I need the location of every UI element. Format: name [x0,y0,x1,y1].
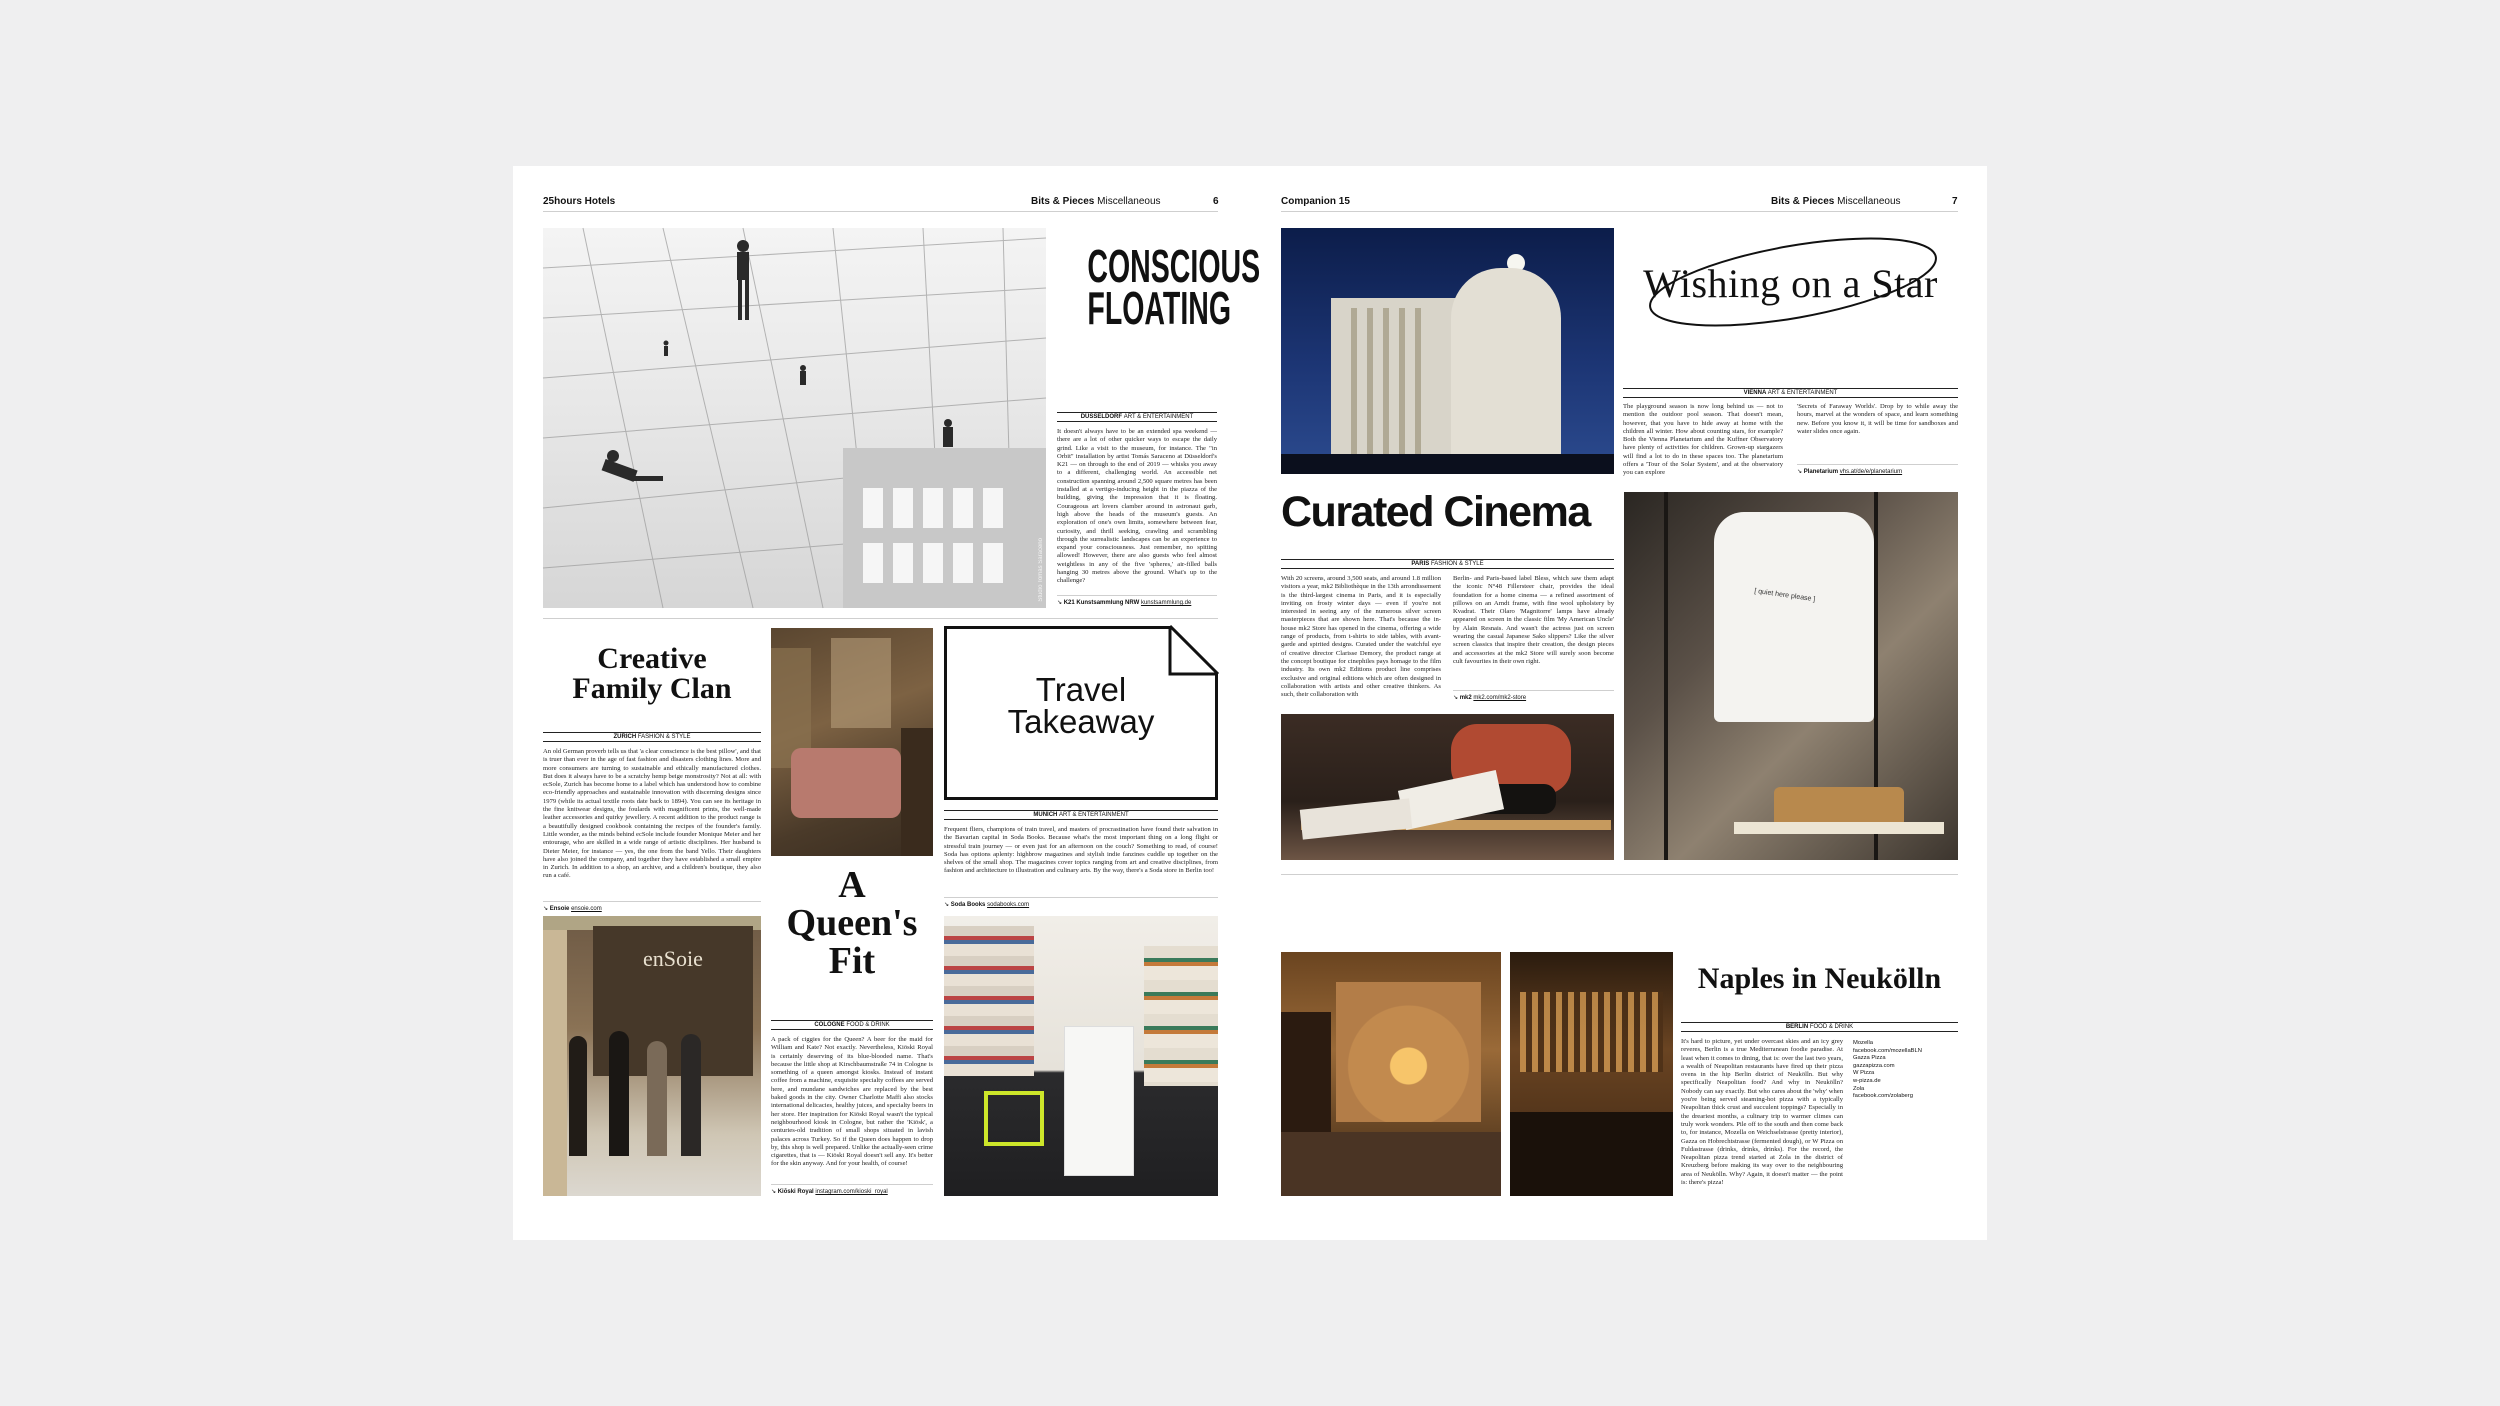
wishing-star-title: Wishing on a Star [1643,261,1938,306]
conscious-floating-title: CONSCIOUS FLOATING [1087,240,1261,334]
naples-kicker: BERLIN FOOD & DRINK [1681,1022,1958,1032]
cinema-building-photo [1281,228,1614,474]
conscious-floating-link[interactable]: ↘ K21 Kunstsammlung NRW kunstsammlung.de [1057,595,1217,606]
queens-fit-body: A pack of ciggies for the Queen? A beer for the maid for William and Kate? Not exactly. Nevertheless, Kiōski Royal is certainly deserving of its blue-blooded name. That's because the little shop at Kirschbaumstraße 74 in Cologne is something of a queen amongst kiosks. Instead of instant coffee from a machine, exquisite specialty coffees are served here, and mundane sandwiches are replaced by the best baked goods in the city. Owner Charlotte Maffi also stocks international delicacies, healthy juices, and specialty beers in her store. Her inspiration for Kiōski Royal wasn't the typical neighbourhood kiosk in Cologne, but rather the 'Kiōsk', a centuries-old tradition of small shops situated in lavish palaces across Turkey. So if the Queen does happen to drop by, this shop is well prepared. Unlike the actually-seen crime cigarettes, that is — Kiōski Royal doesn't sell any. It's better for the skin anyway. And for your health, of course! [771,1036,933,1168]
row-rule [543,618,1218,619]
creative-family-title: Creative Family Clan [572,642,732,705]
pizza-oven-photo [1281,952,1501,1196]
travel-takeaway-kicker: MUNICH ART & ENTERTAINMENT [944,810,1218,820]
bar-interior-photo [1510,952,1673,1196]
running-head-brand-right: Companion 15 [1281,196,1350,207]
ensoie-storefront-photo [543,916,761,1196]
conscious-floating-kicker: DÜSSELDORF ART & ENTERTAINMENT [1057,412,1217,422]
curated-cinema-title: Curated Cinema [1281,488,1590,536]
page-number: 6 [1213,196,1219,207]
running-head-section: Bits & Pieces Miscellaneous [1031,196,1161,207]
creative-family-kicker: ZURICH FASHION & STYLE [543,732,761,742]
conscious-floating-body: It doesn't always have to be an extended spa weekend — there are a lot of other quicker ways to escape the daily grind. Like a visit to the museum, for instance. The "in Orbit" installation by artist Tomás Saraceno at Düsseldorf's K21 — on through to the end of 2019 — whisks you away to a different, challenging world. An accessible net construction spanning around 2,500 square metres has been installed at a vertigo-inducing height in the piazza of the building, giving the impression that it is floating. Courageous art lovers clamber around in astronaut garb, high above the heads of the museum's guests. An exploration of one's own limits, somewhere between fear, curiosity, and thrill seeking, crawling and scrambling through the surrealistic landscapes can be an experience to expand your consciousness. Just remember, no spitting allowed! However, there are also guests who feel almost weightless in any of the five 'spheres,' air-filled balls hanging 30 metres above the ground. What's up to the challenge? [1057,428,1217,585]
naples-body: It's hard to picture, yet under overcast skies and an icy grey reveres, Berlin is a true Mediterranean foodie paradise. At least when it comes to dining, that is: over the last two years, a wealth of Neapolitan restaurants have fired up their pizza ovens in the hip Berlin district of Neukölln. But why specifically Neapolitan food? And why in Neukölln? Nobody can say exactly. But who cares about the 'why' when you're being served steaming-hot pizza with a typically Neapolitan thick crust and succulent toppings? Especially in the dreariest months, a culinary trip to warmer climes can truly work wonders. Pile off to the south and then come back to, for instance, Mozella on Weichselstrasse (pretty interior), Gazza on Hobrechtstrasse (fermented dough), or W Pizza on Fuldastrasse (drinks, drinks, drinks). For the record, the Neapolitan pizza trend started at Zola in the district of Kreuzberg before making its way over to the neighbouring area of Neukölln. Why? Again, it doesn't matter — the point is: there's pizza! [1681,1038,1843,1187]
wishing-star-body-right: 'Secrets of Faraway Worlds'. Drop by to while away the hours, marvel at the wonders of space, and learn something new. Before you know it, it will be time for sandboxes and water slides once again. [1797,403,1958,435]
curated-cinema-kicker: PARIS FASHION & STYLE [1281,559,1614,569]
queens-fit-kicker: COLOGNE FOOD & DRINK [771,1020,933,1030]
page-number-right: 7 [1952,196,1958,207]
travel-takeaway-body: Frequent fliers, champions of train travel, and masters of procrastination have found their salvation in the Bavarian capital in Soda Books. Because what's the most important thing on a long flight or stressful train journey — or even just for an afternoon on the couch? Something to read, of course! Soda has options aplenty: highbrow magazines and stylish indie fanzines cuddle up together on the shelves of the small shop. The magazines cover topics ranging from art and creative disciplines, from fashion and architecture to illustration and culinary arts. By the way, there's a Soda store in Berlin too! [944,826,1218,875]
magazine-spread [513,166,1987,1240]
wishing-star-kicker: VIENNA ART & ENTERTAINMENT [1623,388,1958,398]
pillows-magazines-photo [1281,714,1614,860]
header-rule-right [1281,211,1958,212]
creative-family-link[interactable]: ↘ Ensoie ensoie.com [543,901,761,912]
creative-family-body: An old German proverb tells us that 'a clear conscience is the best pillow', and that is truer than ever in the age of fast fashion and disasters clothing lines. More and more consumers are turning to sustainable and ethically manufactured clothes. But does it always have to be a scratchy hemp beige monstrosity? Not at all: with ecSole, Zurich has become home to a label which has understood how to combine eco-friendly approaches and sustainable innovation with discerning designs since 1979 (while its actual textile roots date back to 1894). You can see its heritage in the fine knitwear designs, the foulards with magnificent prints, the well-made leather accessories and quirky jewellery. A recent addition to the product range is a beautifully designed cookbook containing the recipes of the founder's family. Little wonder, as the minds behind ecSole include founder Monique Meier and her entourage, who are skilled in a wide range of artistic disciplines. Her husband is Dieter Meier, for instance — yes, the one from the band Yello. Their daughters have also joined the company, and together they have established a small empire in Zurich. In addition to a shop, an archive, and a children's boutique, they also run a café. [543,748,761,880]
tshirt-print: [ quiet here please ] [1753,587,1816,604]
wishing-star-link[interactable]: ↘ Planetarium vhs.at/de/e/planetarium [1797,464,1958,475]
folded-corner-icon [1170,626,1218,674]
interior-photo [771,628,933,856]
curated-cinema-link[interactable]: ↘ mk2 mk2.com/mk2-store [1453,690,1614,701]
wishing-star-body-left: The playground season is now long behind us — not to mention the outdoor pool season. That doesn't mean, however, that you have to hide away at home with the children all winter. How about counting stars, for example? Both the Vienna Planetarium and the Kuffner Observatory have plenty of activities for children. Grown-up stargazers will find a lot to do in these spaces too. The planetarium offers a 'Tour of the Solar System', and at the observatory you can explore [1623,403,1783,477]
running-head-section-right: Bits & Pieces Miscellaneous [1771,196,1901,207]
naples-venue-list: Mozella facebook.com/mozellaBLN Gazza Pizza gazzapizza.com W Pizza w-pizza.de Zola facebook.com/zolaberg [1853,1040,1922,1100]
bookstore-photo [944,916,1218,1196]
travel-takeaway-link[interactable]: ↘ Soda Books sodabooks.com [944,897,1218,908]
curated-cinema-body-right: Berlin- and Paris-based label Bless, which saw them adapt the iconic N°48 Fillersteer chair, provides the ideal foundation for a home cinema — a refined assortment of pillows on an Arndt frame, with fine wool upholstery by Kvadrat. Their Olaro 'Magnitorre' lamps have already appeared on screen in the classic film 'My American Uncle' by Alain Resnais. And wasn't the actress just on screen wearing the casual Japanese Sako slippers? Like the silver screen classics that inspire their creation, the design pieces and accessories at the mk2 Store will surely soon become cult favourites in their own right. [1453,575,1614,665]
queens-fit-link[interactable]: ↘ Kiōski Royal instagram.com/kioski_royal [771,1184,933,1195]
in-orbit-photo [543,228,1046,608]
row-rule-right [1281,874,1958,875]
shop-sign: enSoie [643,946,703,971]
net-installation-illustration [543,228,1046,608]
shopping-cart [984,1091,1044,1146]
header-rule [543,211,1218,212]
travel-takeaway-title: Travel Takeaway [1007,671,1155,740]
running-head-brand: 25hours Hotels [543,196,616,207]
curated-cinema-body-left: With 20 screens, around 3,500 seats, and around 1.8 million visitors a year, mk2 Bibliothèque in the 13th arrondissement is the third-largest cinema in Paris, and it is especially inviting on frosty winter days — even if you're not interested in seeing any of the numerous silver screen masterpieces that are shown here. That's because the in-house mk2 Store has opened in the cinema, offering a wide range of products, from t-shirts to side tables, with avant-garde and spirited designs. Curated under the watchful eye of creative director Clarisse Demory, the product range at the concept boutique for cinephiles pays homage to the film industry. Its own mk2 Editions product line comprises exclusive and original editions which are often designed in collaboration with artists and other creative thinkers. As such, their collaboration with [1281,575,1441,699]
travel-takeaway-box [944,626,1218,800]
wishing-star-title-block [1623,220,1958,340]
queens-fit-title: A Queen's Fit [786,864,918,982]
tshirt-display-photo [1624,492,1958,860]
naples-title: Naples in Neukölln [1697,962,1942,995]
photo-credit: Studio Tomás Saraceno [1038,538,1044,602]
